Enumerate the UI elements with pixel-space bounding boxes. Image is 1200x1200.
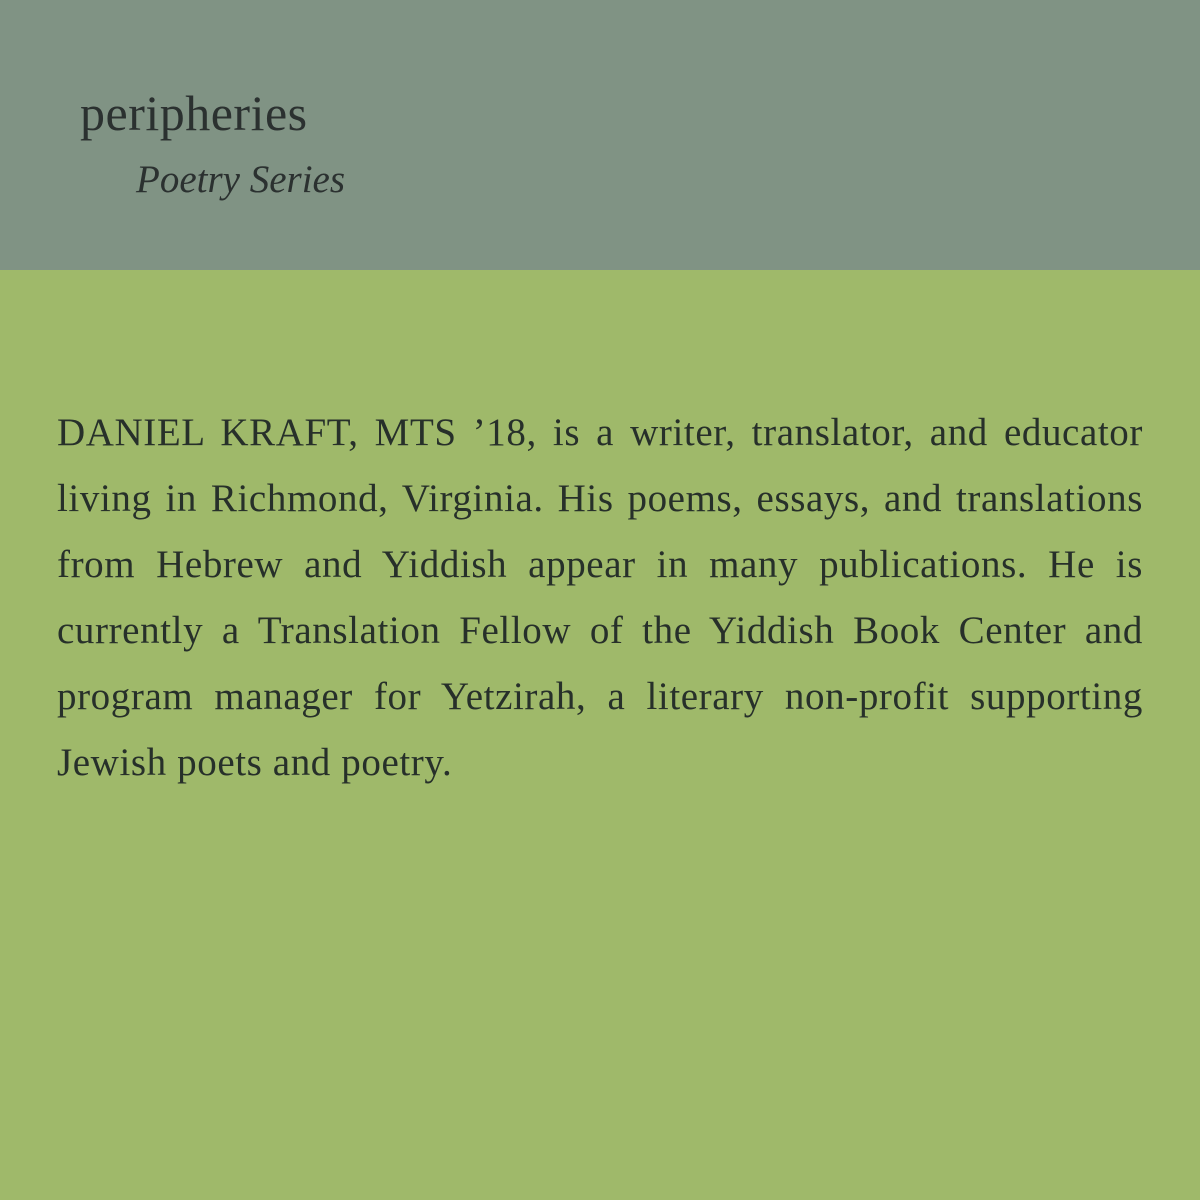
bio-paragraph: DANIEL KRAFT, MTS ’18, is a writer, translator, and educator living in Richmond, Virginia. His poems, essays, and translations from Hebrew and Yiddish appear in many publications. He is currently a Translation Fellow of the Yiddish Book Center and program manager for Yetzirah, a literary non-profit supporting Jewish poets and poetry. [57,411,1143,784]
series-subtitle: Poetry Series [136,158,346,201]
header-band [0,0,1200,270]
series-title: peripheries [80,85,308,141]
